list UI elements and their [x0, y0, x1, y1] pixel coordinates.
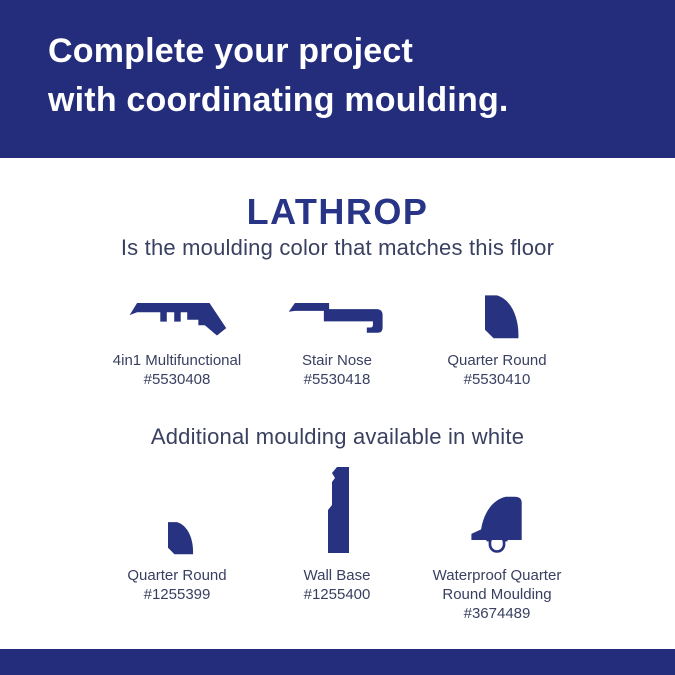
moulding-name: Wall Base [303, 567, 371, 584]
moulding-name: Quarter Round [447, 352, 547, 369]
banner-heading [48, 27, 509, 125]
moulding-name: Waterproof Quarter Round Moulding [432, 567, 562, 603]
matching-moulding-row [97, 286, 577, 389]
quarter-round-profile-icon [159, 460, 195, 557]
moulding-sku: #1255399 [143, 586, 211, 603]
moulding-sku: #5530418 [303, 371, 371, 388]
quarter-round-profile-icon [473, 286, 521, 342]
moulding-label [127, 566, 226, 604]
4in1-multifunctional-profile-icon [113, 286, 241, 342]
moulding-sku: #1255400 [303, 586, 371, 603]
moulding-name: Quarter Round [127, 567, 227, 584]
moulding-item-waterproof-quarter-round [417, 460, 577, 623]
moulding-label [302, 351, 372, 389]
moulding-name: Stair Nose [301, 352, 373, 369]
moulding-sku: #5530410 [463, 371, 531, 388]
moulding-name: 4in1 Multifunctional [112, 352, 242, 369]
white-moulding-subtitle: Additional moulding available in white [150, 424, 525, 449]
moulding-item-4in1 [97, 286, 257, 389]
footer-navy-strip [0, 649, 675, 675]
moulding-item-stair-nose [257, 286, 417, 389]
moulding-sku: #5530408 [143, 371, 211, 388]
header-banner [0, 0, 675, 158]
moulding-label [447, 351, 546, 389]
wall-base-profile-icon [317, 460, 357, 557]
waterproof-quarter-round-profile-icon [467, 460, 527, 557]
floor-color-title: LATHROP [246, 191, 429, 232]
moulding-item-quarter-round-white [97, 460, 257, 623]
banner-heading-line2: with coordinating moulding. [48, 81, 509, 119]
matching-subtitle: Is the moulding color that matches this floor [120, 235, 555, 260]
banner-heading-line1: Complete your project [48, 32, 414, 70]
moulding-sku: #3674489 [463, 605, 531, 622]
moulding-label [304, 566, 371, 604]
moulding-label [113, 351, 241, 389]
stair-nose-profile-icon [280, 286, 394, 342]
moulding-item-quarter-round [417, 286, 577, 389]
moulding-item-wall-base [257, 460, 417, 623]
moulding-label [421, 566, 573, 623]
white-moulding-row [97, 460, 577, 623]
